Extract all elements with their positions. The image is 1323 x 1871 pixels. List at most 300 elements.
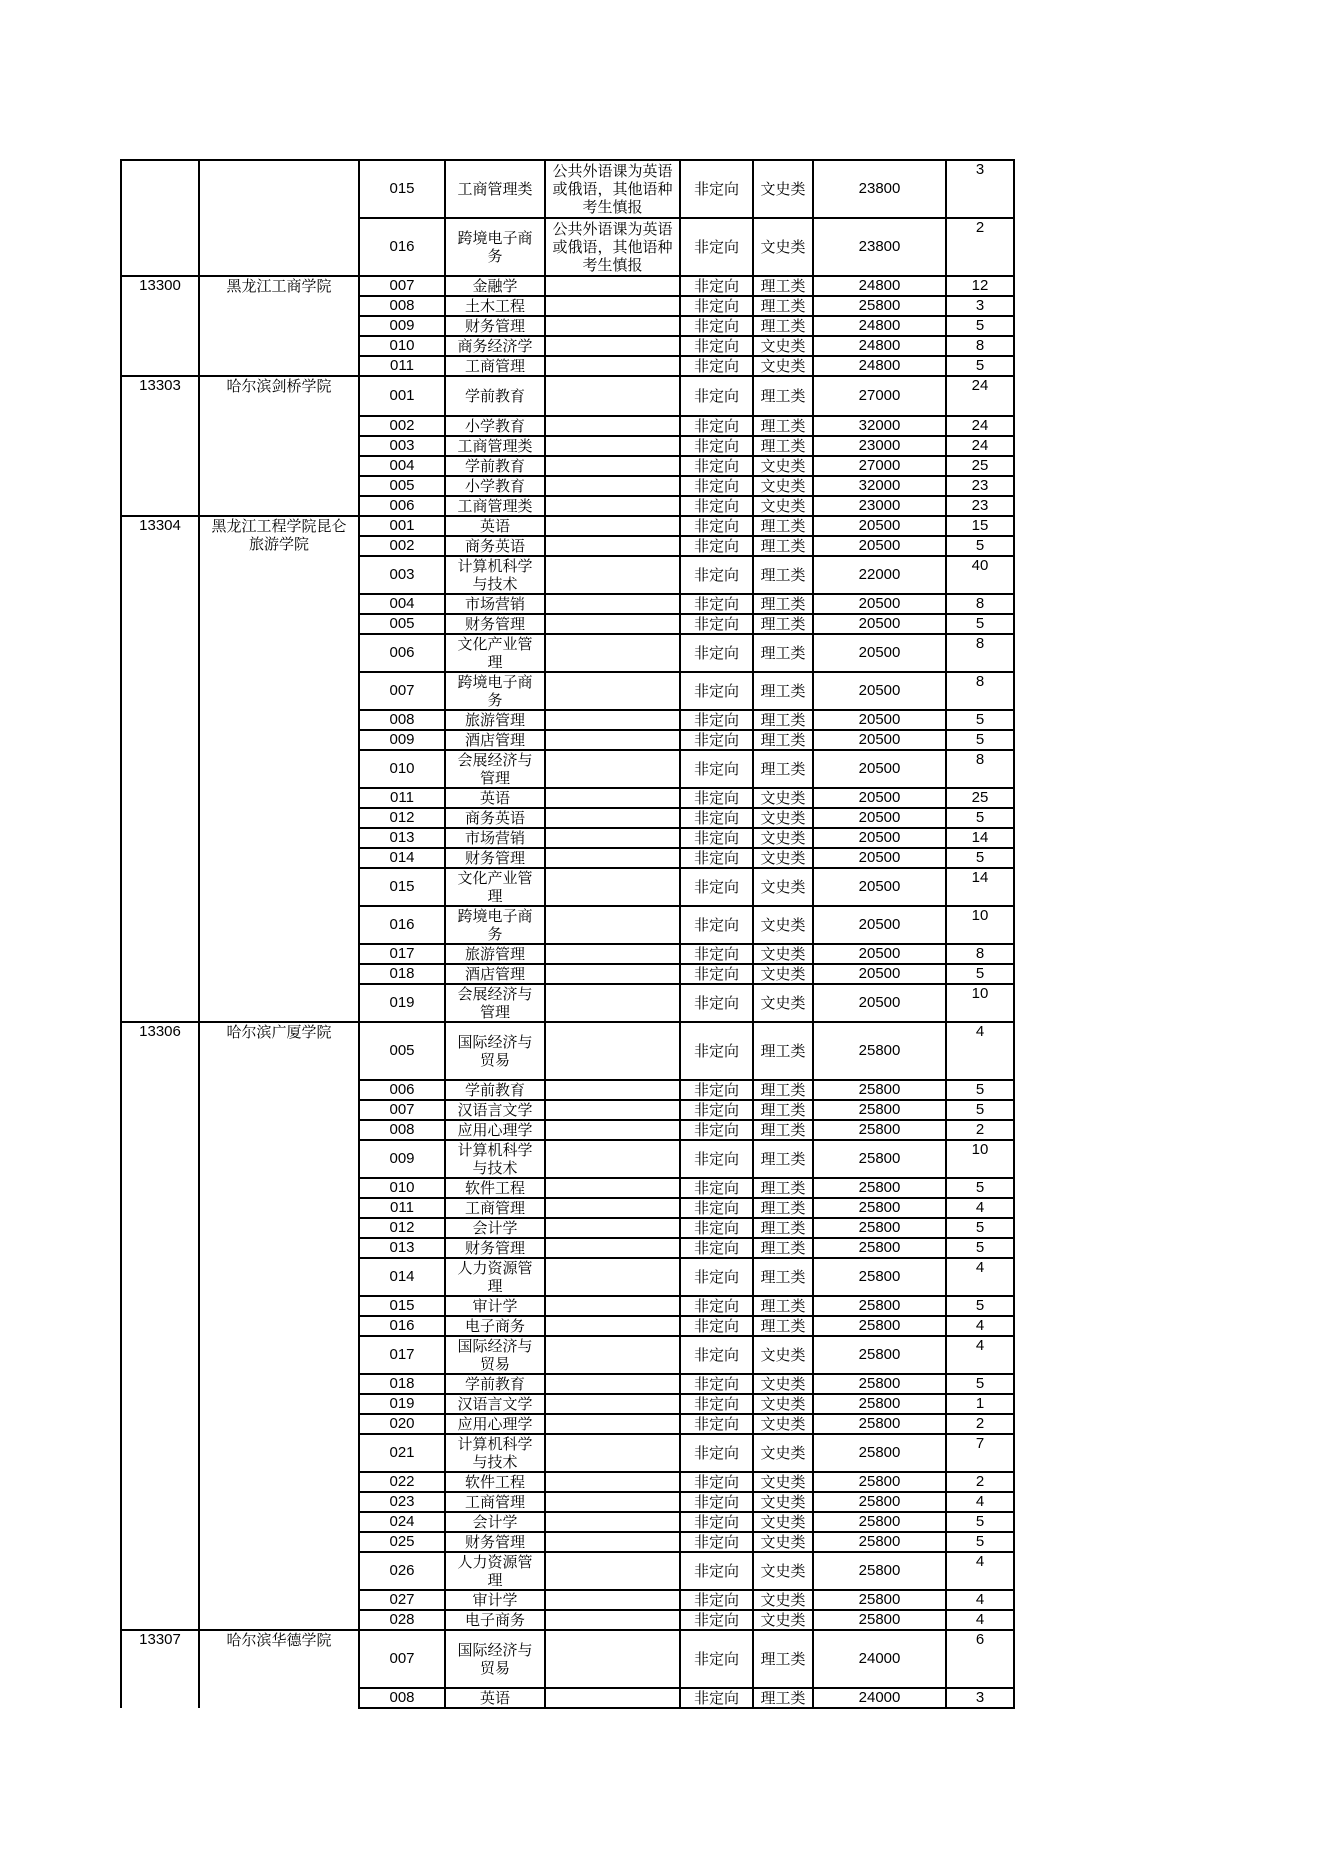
major-code: 007 bbox=[359, 1100, 445, 1120]
major-name: 会计学 bbox=[445, 1512, 545, 1532]
remark bbox=[545, 1198, 680, 1218]
remark bbox=[545, 1532, 680, 1552]
plan-count: 5 bbox=[946, 1296, 1014, 1316]
remark bbox=[545, 672, 680, 710]
major-code: 020 bbox=[359, 1414, 445, 1434]
remark bbox=[545, 1120, 680, 1140]
tuition-fee: 25800 bbox=[813, 1198, 946, 1218]
remark bbox=[545, 710, 680, 730]
subject-category: 文史类 bbox=[753, 984, 813, 1022]
subject-category: 文史类 bbox=[753, 1492, 813, 1512]
remark bbox=[545, 1336, 680, 1374]
subject-category: 文史类 bbox=[753, 964, 813, 984]
plan-count: 5 bbox=[946, 1374, 1014, 1394]
major-code: 007 bbox=[359, 276, 445, 296]
remark bbox=[545, 750, 680, 788]
major-name: 国际经济与贸易 bbox=[445, 1630, 545, 1688]
major-name: 国际经济与贸易 bbox=[445, 1336, 545, 1374]
tuition-fee: 24000 bbox=[813, 1630, 946, 1688]
plan-type: 非定向 bbox=[680, 276, 753, 296]
subject-category: 理工类 bbox=[753, 1080, 813, 1100]
major-code: 016 bbox=[359, 218, 445, 276]
major-code: 009 bbox=[359, 316, 445, 336]
subject-category: 文史类 bbox=[753, 1472, 813, 1492]
plan-type: 非定向 bbox=[680, 1492, 753, 1512]
subject-category: 理工类 bbox=[753, 1258, 813, 1296]
plan-count: 3 bbox=[946, 160, 1014, 218]
major-code: 005 bbox=[359, 1022, 445, 1080]
plan-type: 非定向 bbox=[680, 496, 753, 516]
major-code: 011 bbox=[359, 788, 445, 808]
plan-count: 5 bbox=[946, 316, 1014, 336]
major-code: 014 bbox=[359, 848, 445, 868]
tuition-fee: 20500 bbox=[813, 614, 946, 634]
plan-count: 2 bbox=[946, 1414, 1014, 1434]
remark bbox=[545, 436, 680, 456]
major-name: 跨境电子商务 bbox=[445, 906, 545, 944]
remark: 公共外语课为英语或俄语，其他语种考生慎报 bbox=[545, 160, 680, 218]
major-name: 学前教育 bbox=[445, 456, 545, 476]
plan-type: 非定向 bbox=[680, 476, 753, 496]
tuition-fee: 20500 bbox=[813, 594, 946, 614]
major-code: 008 bbox=[359, 710, 445, 730]
plan-count: 25 bbox=[946, 788, 1014, 808]
tuition-fee: 20500 bbox=[813, 730, 946, 750]
subject-category: 理工类 bbox=[753, 614, 813, 634]
remark bbox=[545, 1414, 680, 1434]
major-name: 应用心理学 bbox=[445, 1120, 545, 1140]
plan-count: 4 bbox=[946, 1610, 1014, 1630]
tuition-fee: 25800 bbox=[813, 1472, 946, 1492]
plan-type: 非定向 bbox=[680, 594, 753, 614]
subject-category: 文史类 bbox=[753, 848, 813, 868]
subject-category: 理工类 bbox=[753, 1100, 813, 1120]
plan-type: 非定向 bbox=[680, 788, 753, 808]
major-name: 市场营销 bbox=[445, 594, 545, 614]
remark bbox=[545, 356, 680, 376]
plan-type: 非定向 bbox=[680, 1512, 753, 1532]
remark bbox=[545, 456, 680, 476]
subject-category: 理工类 bbox=[753, 436, 813, 456]
tuition-fee: 20500 bbox=[813, 516, 946, 536]
tuition-fee: 32000 bbox=[813, 416, 946, 436]
major-name: 人力资源管理 bbox=[445, 1258, 545, 1296]
subject-category: 文史类 bbox=[753, 1394, 813, 1414]
major-code: 016 bbox=[359, 1316, 445, 1336]
remark: 公共外语课为英语或俄语，其他语种考生慎报 bbox=[545, 218, 680, 276]
major-name: 土木工程 bbox=[445, 296, 545, 316]
remark bbox=[545, 634, 680, 672]
major-name: 汉语言文学 bbox=[445, 1100, 545, 1120]
major-code: 001 bbox=[359, 376, 445, 416]
plan-count: 8 bbox=[946, 672, 1014, 710]
tuition-fee: 27000 bbox=[813, 456, 946, 476]
major-name: 商务英语 bbox=[445, 536, 545, 556]
plan-type: 非定向 bbox=[680, 1022, 753, 1080]
plan-type: 非定向 bbox=[680, 828, 753, 848]
subject-category: 理工类 bbox=[753, 672, 813, 710]
major-name: 审计学 bbox=[445, 1296, 545, 1316]
tuition-fee: 24000 bbox=[813, 1688, 946, 1708]
plan-type: 非定向 bbox=[680, 808, 753, 828]
plan-count: 24 bbox=[946, 416, 1014, 436]
tuition-fee: 24800 bbox=[813, 356, 946, 376]
major-name: 旅游管理 bbox=[445, 710, 545, 730]
plan-count: 10 bbox=[946, 1140, 1014, 1178]
tuition-fee: 24800 bbox=[813, 336, 946, 356]
major-name: 学前教育 bbox=[445, 376, 545, 416]
remark bbox=[545, 1552, 680, 1590]
subject-category: 理工类 bbox=[753, 316, 813, 336]
major-code: 012 bbox=[359, 1218, 445, 1238]
plan-type: 非定向 bbox=[680, 1610, 753, 1630]
tuition-fee: 25800 bbox=[813, 1316, 946, 1336]
plan-type: 非定向 bbox=[680, 1140, 753, 1178]
remark bbox=[545, 594, 680, 614]
plan-count: 4 bbox=[946, 1552, 1014, 1590]
major-name: 小学教育 bbox=[445, 476, 545, 496]
institution-code: 13306 bbox=[121, 1022, 199, 1630]
remark bbox=[545, 316, 680, 336]
major-name: 审计学 bbox=[445, 1590, 545, 1610]
major-code: 008 bbox=[359, 1688, 445, 1708]
tuition-fee: 20500 bbox=[813, 906, 946, 944]
tuition-fee: 20500 bbox=[813, 964, 946, 984]
plan-count: 40 bbox=[946, 556, 1014, 594]
tuition-fee: 23000 bbox=[813, 436, 946, 456]
institution-code: 13303 bbox=[121, 376, 199, 516]
remark bbox=[545, 1590, 680, 1610]
subject-category: 理工类 bbox=[753, 536, 813, 556]
tuition-fee: 27000 bbox=[813, 376, 946, 416]
subject-category: 理工类 bbox=[753, 1296, 813, 1316]
major-code: 006 bbox=[359, 496, 445, 516]
plan-count: 3 bbox=[946, 296, 1014, 316]
major-name: 酒店管理 bbox=[445, 964, 545, 984]
plan-type: 非定向 bbox=[680, 1198, 753, 1218]
plan-type: 非定向 bbox=[680, 436, 753, 456]
tuition-fee: 23000 bbox=[813, 496, 946, 516]
plan-count: 5 bbox=[946, 536, 1014, 556]
tuition-fee: 20500 bbox=[813, 788, 946, 808]
major-code: 006 bbox=[359, 1080, 445, 1100]
major-code: 008 bbox=[359, 1120, 445, 1140]
plan-count: 1 bbox=[946, 1394, 1014, 1414]
remark bbox=[545, 1374, 680, 1394]
subject-category: 文史类 bbox=[753, 160, 813, 218]
major-name: 软件工程 bbox=[445, 1178, 545, 1198]
major-name: 电子商务 bbox=[445, 1316, 545, 1336]
plan-count: 8 bbox=[946, 944, 1014, 964]
major-code: 009 bbox=[359, 1140, 445, 1178]
plan-count: 25 bbox=[946, 456, 1014, 476]
remark bbox=[545, 614, 680, 634]
plan-type: 非定向 bbox=[680, 1434, 753, 1472]
remark bbox=[545, 848, 680, 868]
plan-count: 5 bbox=[946, 730, 1014, 750]
plan-count: 15 bbox=[946, 516, 1014, 536]
subject-category: 理工类 bbox=[753, 1178, 813, 1198]
remark bbox=[545, 1630, 680, 1688]
tuition-fee: 20500 bbox=[813, 828, 946, 848]
plan-type: 非定向 bbox=[680, 160, 753, 218]
major-code: 003 bbox=[359, 436, 445, 456]
plan-count: 23 bbox=[946, 476, 1014, 496]
remark bbox=[545, 1022, 680, 1080]
subject-category: 文史类 bbox=[753, 906, 813, 944]
institution-code bbox=[121, 160, 199, 276]
major-code: 021 bbox=[359, 1434, 445, 1472]
major-name: 财务管理 bbox=[445, 614, 545, 634]
remark bbox=[545, 296, 680, 316]
major-code: 026 bbox=[359, 1552, 445, 1590]
plan-type: 非定向 bbox=[680, 1472, 753, 1492]
major-code: 010 bbox=[359, 336, 445, 356]
tuition-fee: 25800 bbox=[813, 1022, 946, 1080]
tuition-fee: 20500 bbox=[813, 710, 946, 730]
subject-category: 文史类 bbox=[753, 788, 813, 808]
remark bbox=[545, 1434, 680, 1472]
remark bbox=[545, 1610, 680, 1630]
subject-category: 理工类 bbox=[753, 1688, 813, 1708]
remark bbox=[545, 516, 680, 536]
remark bbox=[545, 336, 680, 356]
plan-type: 非定向 bbox=[680, 1552, 753, 1590]
major-code: 018 bbox=[359, 964, 445, 984]
plan-count: 24 bbox=[946, 436, 1014, 456]
major-name: 商务英语 bbox=[445, 808, 545, 828]
remark bbox=[545, 730, 680, 750]
plan-count: 5 bbox=[946, 1080, 1014, 1100]
plan-type: 非定向 bbox=[680, 750, 753, 788]
tuition-fee: 20500 bbox=[813, 750, 946, 788]
major-name: 会展经济与管理 bbox=[445, 750, 545, 788]
remark bbox=[545, 496, 680, 516]
plan-type: 非定向 bbox=[680, 1296, 753, 1316]
tuition-fee: 25800 bbox=[813, 1178, 946, 1198]
plan-type: 非定向 bbox=[680, 848, 753, 868]
major-name: 文化产业管理 bbox=[445, 634, 545, 672]
subject-category: 理工类 bbox=[753, 1022, 813, 1080]
plan-count: 5 bbox=[946, 1238, 1014, 1258]
plan-count: 5 bbox=[946, 964, 1014, 984]
remark bbox=[545, 964, 680, 984]
subject-category: 文史类 bbox=[753, 1610, 813, 1630]
major-name: 会计学 bbox=[445, 1218, 545, 1238]
major-code: 015 bbox=[359, 160, 445, 218]
subject-category: 文史类 bbox=[753, 808, 813, 828]
plan-count: 2 bbox=[946, 218, 1014, 276]
remark bbox=[545, 906, 680, 944]
remark bbox=[545, 1080, 680, 1100]
subject-category: 文史类 bbox=[753, 1414, 813, 1434]
major-name: 汉语言文学 bbox=[445, 1394, 545, 1414]
institution-name: 黑龙江工商学院 bbox=[199, 276, 359, 376]
plan-type: 非定向 bbox=[680, 614, 753, 634]
plan-type: 非定向 bbox=[680, 1100, 753, 1120]
tuition-fee: 25800 bbox=[813, 1552, 946, 1590]
tuition-fee: 32000 bbox=[813, 476, 946, 496]
tuition-fee: 25800 bbox=[813, 1434, 946, 1472]
plan-type: 非定向 bbox=[680, 984, 753, 1022]
institution-code: 13304 bbox=[121, 516, 199, 1022]
major-name: 旅游管理 bbox=[445, 944, 545, 964]
major-name: 文化产业管理 bbox=[445, 868, 545, 906]
plan-count: 8 bbox=[946, 594, 1014, 614]
major-name: 商务经济学 bbox=[445, 336, 545, 356]
institution-name bbox=[199, 160, 359, 276]
subject-category: 文史类 bbox=[753, 218, 813, 276]
plan-count: 8 bbox=[946, 336, 1014, 356]
plan-count: 2 bbox=[946, 1120, 1014, 1140]
major-code: 001 bbox=[359, 516, 445, 536]
tuition-fee: 24800 bbox=[813, 276, 946, 296]
tuition-fee: 25800 bbox=[813, 1590, 946, 1610]
major-name: 工商管理类 bbox=[445, 160, 545, 218]
major-name: 财务管理 bbox=[445, 848, 545, 868]
plan-count: 5 bbox=[946, 848, 1014, 868]
plan-type: 非定向 bbox=[680, 1120, 753, 1140]
tuition-fee: 25800 bbox=[813, 1080, 946, 1100]
table-row bbox=[121, 516, 1014, 536]
plan-type: 非定向 bbox=[680, 868, 753, 906]
plan-count: 23 bbox=[946, 496, 1014, 516]
tuition-fee: 20500 bbox=[813, 634, 946, 672]
plan-count: 3 bbox=[946, 1688, 1014, 1708]
major-code: 024 bbox=[359, 1512, 445, 1532]
plan-count: 5 bbox=[946, 710, 1014, 730]
major-code: 009 bbox=[359, 730, 445, 750]
subject-category: 理工类 bbox=[753, 416, 813, 436]
plan-type: 非定向 bbox=[680, 316, 753, 336]
remark bbox=[545, 1218, 680, 1238]
plan-type: 非定向 bbox=[680, 1590, 753, 1610]
major-name: 计算机科学与技术 bbox=[445, 1140, 545, 1178]
major-code: 012 bbox=[359, 808, 445, 828]
plan-type: 非定向 bbox=[680, 536, 753, 556]
tuition-fee: 25800 bbox=[813, 1414, 946, 1434]
plan-type: 非定向 bbox=[680, 1316, 753, 1336]
subject-category: 理工类 bbox=[753, 1198, 813, 1218]
tuition-fee: 20500 bbox=[813, 672, 946, 710]
subject-category: 理工类 bbox=[753, 1238, 813, 1258]
major-name: 计算机科学与技术 bbox=[445, 1434, 545, 1472]
remark bbox=[545, 984, 680, 1022]
major-code: 019 bbox=[359, 984, 445, 1022]
plan-type: 非定向 bbox=[680, 1178, 753, 1198]
tuition-fee: 25800 bbox=[813, 1610, 946, 1630]
plan-count: 4 bbox=[946, 1492, 1014, 1512]
subject-category: 理工类 bbox=[753, 276, 813, 296]
plan-count: 4 bbox=[946, 1336, 1014, 1374]
plan-count: 5 bbox=[946, 356, 1014, 376]
major-name: 工商管理类 bbox=[445, 436, 545, 456]
tuition-fee: 25800 bbox=[813, 1120, 946, 1140]
major-code: 006 bbox=[359, 634, 445, 672]
major-name: 工商管理 bbox=[445, 1492, 545, 1512]
tuition-fee: 25800 bbox=[813, 1296, 946, 1316]
major-code: 016 bbox=[359, 906, 445, 944]
tuition-fee: 25800 bbox=[813, 1336, 946, 1374]
major-code: 011 bbox=[359, 356, 445, 376]
institution-name: 黑龙江工程学院昆仑旅游学院 bbox=[199, 516, 359, 1022]
subject-category: 理工类 bbox=[753, 1630, 813, 1688]
plan-count: 8 bbox=[946, 634, 1014, 672]
major-name: 国际经济与贸易 bbox=[445, 1022, 545, 1080]
tuition-fee: 23800 bbox=[813, 218, 946, 276]
institution-code: 13300 bbox=[121, 276, 199, 376]
major-name: 财务管理 bbox=[445, 1238, 545, 1258]
tuition-fee: 25800 bbox=[813, 1238, 946, 1258]
major-name: 软件工程 bbox=[445, 1472, 545, 1492]
remark bbox=[545, 868, 680, 906]
major-name: 跨境电子商务 bbox=[445, 218, 545, 276]
plan-type: 非定向 bbox=[680, 556, 753, 594]
major-code: 014 bbox=[359, 1258, 445, 1296]
major-name: 市场营销 bbox=[445, 828, 545, 848]
tuition-fee: 25800 bbox=[813, 1140, 946, 1178]
subject-category: 文史类 bbox=[753, 1374, 813, 1394]
major-code: 004 bbox=[359, 594, 445, 614]
remark bbox=[545, 1688, 680, 1708]
major-name: 工商管理类 bbox=[445, 496, 545, 516]
remark bbox=[545, 476, 680, 496]
subject-category: 理工类 bbox=[753, 1120, 813, 1140]
major-code: 008 bbox=[359, 296, 445, 316]
subject-category: 文史类 bbox=[753, 1512, 813, 1532]
tuition-fee: 20500 bbox=[813, 848, 946, 868]
remark bbox=[545, 1238, 680, 1258]
remark bbox=[545, 828, 680, 848]
plan-type: 非定向 bbox=[680, 634, 753, 672]
subject-category: 理工类 bbox=[753, 516, 813, 536]
plan-count: 5 bbox=[946, 1532, 1014, 1552]
table-row bbox=[121, 276, 1014, 296]
subject-category: 理工类 bbox=[753, 1316, 813, 1336]
tuition-fee: 25800 bbox=[813, 1532, 946, 1552]
remark bbox=[545, 1472, 680, 1492]
major-name: 财务管理 bbox=[445, 1532, 545, 1552]
major-code: 013 bbox=[359, 828, 445, 848]
major-code: 017 bbox=[359, 944, 445, 964]
subject-category: 理工类 bbox=[753, 376, 813, 416]
subject-category: 文史类 bbox=[753, 1434, 813, 1472]
remark bbox=[545, 1258, 680, 1296]
plan-count: 5 bbox=[946, 614, 1014, 634]
plan-type: 非定向 bbox=[680, 1238, 753, 1258]
plan-count: 10 bbox=[946, 906, 1014, 944]
plan-type: 非定向 bbox=[680, 1218, 753, 1238]
table-row bbox=[121, 1630, 1014, 1688]
plan-type: 非定向 bbox=[680, 218, 753, 276]
plan-count: 24 bbox=[946, 376, 1014, 416]
major-name: 酒店管理 bbox=[445, 730, 545, 750]
enrollment-plan-table bbox=[120, 159, 1015, 1709]
plan-type: 非定向 bbox=[680, 710, 753, 730]
institution-name: 哈尔滨华德学院 bbox=[199, 1630, 359, 1708]
major-code: 022 bbox=[359, 1472, 445, 1492]
remark bbox=[545, 1512, 680, 1532]
remark bbox=[545, 276, 680, 296]
plan-type: 非定向 bbox=[680, 1336, 753, 1374]
remark bbox=[545, 1140, 680, 1178]
subject-category: 文史类 bbox=[753, 1552, 813, 1590]
subject-category: 文史类 bbox=[753, 356, 813, 376]
tuition-fee: 24800 bbox=[813, 316, 946, 336]
plan-count: 7 bbox=[946, 1434, 1014, 1472]
plan-count: 5 bbox=[946, 1512, 1014, 1532]
plan-count: 4 bbox=[946, 1258, 1014, 1296]
